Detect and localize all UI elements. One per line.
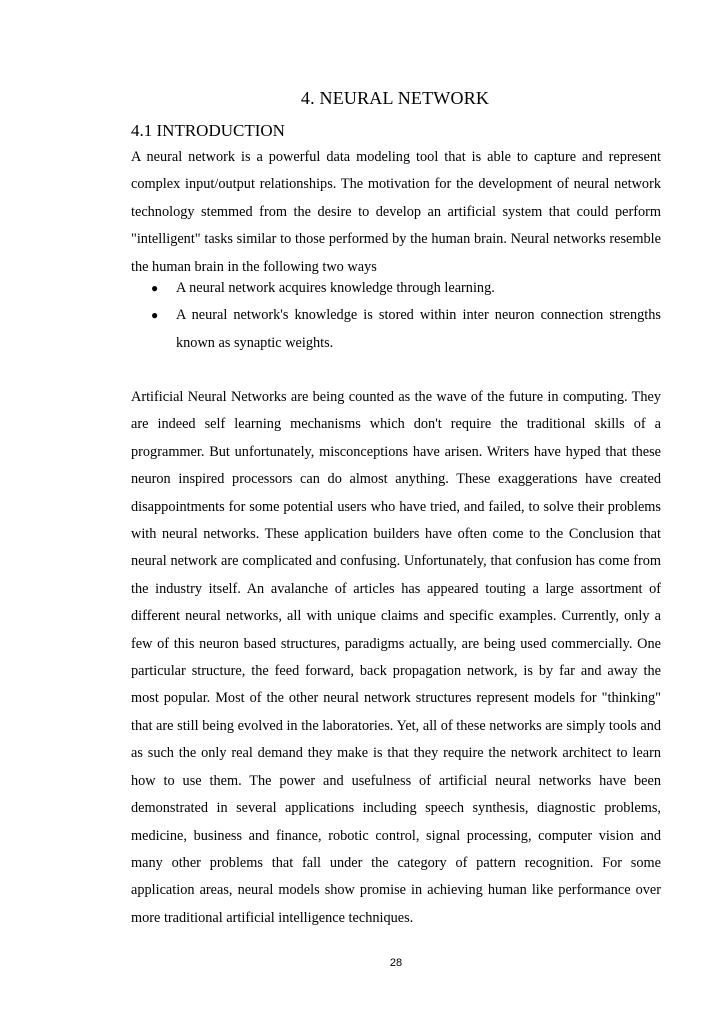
- bullet-item: [131, 302, 661, 357]
- bullet-text: A neural network's knowledge is stored within inter neuron connection strengths known as synaptic weights.: [176, 307, 661, 351]
- bullet-dot-icon: ●: [151, 281, 159, 295]
- bullet-dot-icon: ●: [151, 308, 159, 323]
- ann-paragraph: Artificial Neural Networks are being counted as the wave of the future in computing. They are indeed self learning mechanisms which don't require the traditional skills of a programmer. But unfortunately, misconceptions have arisen. Writers have hyped that these neuron inspired processors can do almost anything. These exaggerations have created disappointments for some potential users who have tried, and failed, to solve their problems with neural networks. These application builders have often come to the Conclusion that neural network are complicated and confusing. Unfortunately, that confusion has come from the industry itself. An avalanche of articles has appeared touting a large assortment of different neural networks, all with unique claims and specific examples. Currently, only a few of this neuron based structures, paradigms actually, are being used commercially. One particular structure, the feed forward, back propagation network, is by far and away the most popular. Most of the other neural network structures represent models for "thinking" that are still being evolved in the laboratories. Yet, all of these networks are simply tools and as such the only real demand they make is that they require the network architect to learn how to use them. The power and usefulness of artificial neural networks have been demonstrated in several applications including speech synthesis, diagnostic problems, medicine, business and finance, robotic control, signal processing, computer vision and many other problems that fall under the category of pattern recognition. For some application areas, neural models show promise in achieving human like performance over more traditional artificial intelligence techniques.: [131, 389, 661, 926]
- bullet-list: [131, 275, 661, 357]
- bullet-text: A neural network acquires knowledge through learning.: [176, 280, 495, 296]
- section-title: 4.1 INTRODUCTION: [131, 121, 285, 140]
- chapter-title: 4. NEURAL NETWORK: [300, 88, 490, 108]
- page-number: 28: [389, 957, 403, 969]
- bullet-item: [131, 275, 661, 302]
- intro-paragraph: A neural network is a powerful data modeling tool that is able to capture and represent complex input/output relationships. The motivation for the development of neural network technology stemmed from the desire to develop an artificial system that could perform "intelligent" tasks similar to those performed by the human brain. Neural networks resemble the human brain in the following two ways: [131, 149, 661, 275]
